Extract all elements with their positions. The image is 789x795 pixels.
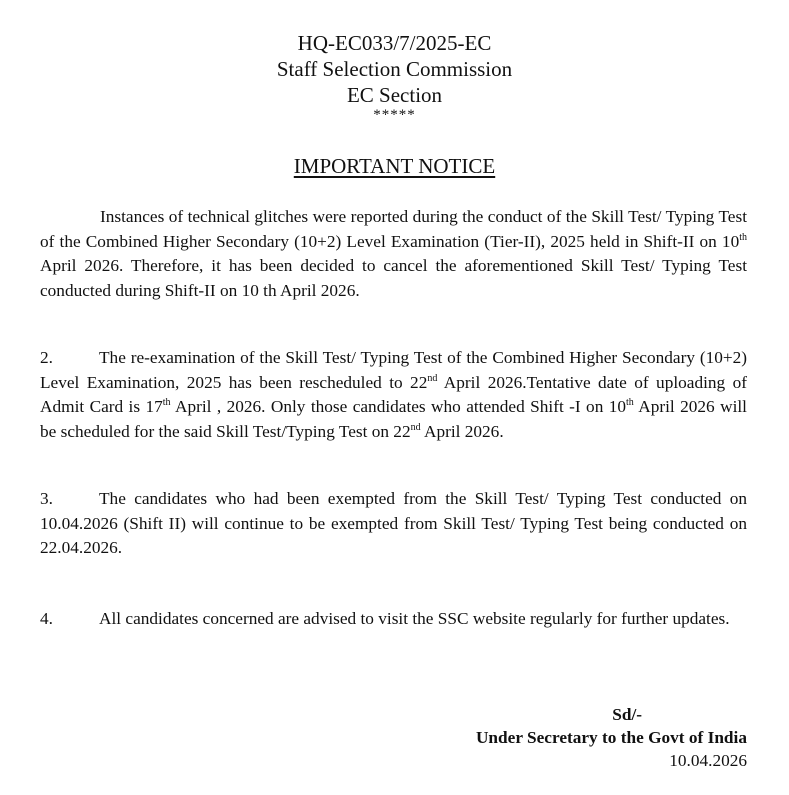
section-name: EC Section <box>346 83 443 107</box>
paragraph-2 <box>40 346 747 444</box>
organization-name: Staff Selection Commission <box>276 57 513 81</box>
p4-number: 4. <box>40 609 53 628</box>
paragraph-3 <box>40 487 747 561</box>
p3-text: The candidates who had been exempted from the Skill Test/ Typing Test conducted on 10.04.2026 (Shift II) will continue to be exempted from Skill Test/ Typing Test being conducted on 22.04.2026. <box>40 489 747 557</box>
signature-date: 10.04.2026 <box>669 751 747 770</box>
signature-block <box>476 703 747 772</box>
p2-text-4: April 2026 will be scheduled for the said Skill Test/Typing Test on 22 <box>40 397 747 441</box>
p1-text-1: Instances of technical glitches were reported during the conduct of the Skill Test/ Typing Test of the Combined Higher Secondary (10+2) Level Examination (Tier-II), 2025 held in Shift-II on 10 <box>40 207 747 251</box>
p3-number: 3. <box>40 489 53 508</box>
notice-title: IMPORTANT NOTICE <box>293 154 496 178</box>
p1-sup-1: th <box>739 231 747 243</box>
file-number: HQ-EC033/7/2025-EC <box>297 31 492 55</box>
p2-number: 2. <box>40 348 53 367</box>
signed-mark: Sd/- <box>612 705 642 724</box>
p2-text-5: April 2026. <box>420 421 504 441</box>
paragraph-1 <box>40 205 747 303</box>
designation: Under Secretary to the Govt of India <box>475 728 747 747</box>
p2-sup-1: nd <box>427 372 438 384</box>
p2-text-2: April 2026.Tentative date of uploading of Admit Card is 17 <box>40 372 747 416</box>
p2-text-3: April , 2026. Only those candidates who attended Shift -I on 10 <box>170 397 627 416</box>
separator-stars: ***** <box>373 107 416 123</box>
p2-text-1: The re-examination of the Skill Test/ Typing Test of the Combined Higher Secondary (10+2) Level Examination, 2025 has been rescheduled to 22 <box>40 348 747 392</box>
paragraph-4 <box>40 607 747 632</box>
p1-text-2: April 2026. Therefore, it has been decided to cancel the aforementioned Skill Test/ Typing Test conducted during Shift-II on 10 th April 2026. <box>40 256 747 300</box>
p2-sup-3: th <box>626 397 634 408</box>
p2-sup-2: th <box>162 397 171 408</box>
p2-sup-4: nd <box>410 421 421 433</box>
notice-header <box>0 30 789 122</box>
p4-text: All candidates concerned are advised to visit the SSC website regularly for further updates. <box>99 609 730 628</box>
